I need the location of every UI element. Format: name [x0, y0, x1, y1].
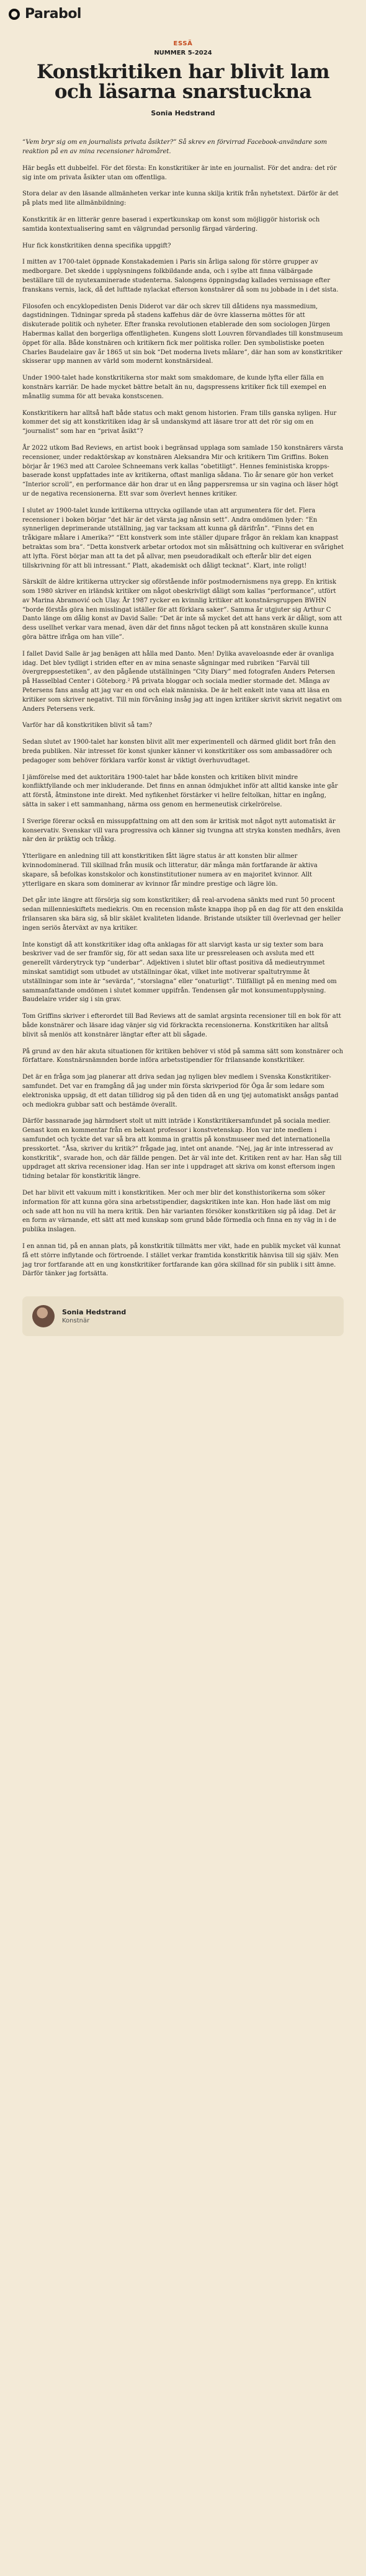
article-section: ESSÄ: [173, 40, 193, 47]
article-paragraph: Stora delar av den läsande allmänheten verkar inte kunna skilja kritik från nyhetstext. Därför är det på plats med lite allmänbildning:: [22, 190, 339, 207]
article-paragraph: År 2022 utkom Bad Reviews, en artist book i begränsad upplaga som samlade 150 konstnärers värsta recensioner, under redaktörskap av konstnären Aleksandra Mir och kritikern Tim Griffins. Boken börjar år 1963 med att Carolee Schneemans verk kallas “obetitligt”. Hennes feministiska kroppsbaserade konst uppfattades inte av kritikerna, oftast manliga sådana. Tio år senare gör hon verket “Interior scroll”, en performance där hon drar ut en lång pappersremsa ur sin vagina och läser högt ur de negativa recensionerna. Ett svar som överlevt hennes kritiker.: [22, 444, 344, 497]
article-paragraph: Konstkritik är en litterär genre baserad i expertkunskap om konst som möjliggör historisk och samtida kontextualisering samt en välgrundad personlig färgad värdering.: [22, 216, 320, 233]
site-logo-text[interactable]: Parabol: [25, 6, 81, 22]
article-body: [0, 138, 366, 1279]
article-paragraph: I mitten av 1700-talet öppnade Konstakademien i Paris sin årliga salong för större grupper av medborgare. Det skedde i upplysningens folkbildande anda, och i sylbe att finna välbärgade beställare till de nyutexaminerade studenterna. Salongens öppningsdag kallades vernissage efter franskans vernis, lack, då det lufttade nylackat efterson konstnärer då som nu jobbade in i det sista.: [22, 259, 339, 293]
article-issue: NUMMER 5-2024: [154, 50, 212, 56]
article-paragraph: Här begås ett dubbelfel. För det första: En konstkritiker är inte en journalist. För det andra: det rör sig inte om privata åsikter utan om offentliga.: [22, 164, 337, 181]
article-paragraph: I en annan tid, på en annan plats, på konstkritik tillmätts mer vikt, hade en publik mycket väl kunnat få ett större inflytande och förtroende. I stället verkar framtida konstkritik hänvisa till sig själv. Men jag tror fortfarande att en ung konstkritiker fortfarande kan göra skillnad för sin publik i sitt ämne. Därför tänker jag fortsätta.: [22, 1242, 341, 1278]
article-paragraph: Det går inte längre att försörja sig som konstkritiker; då real-arvodena sänkts med runt 50 procent sedan millennieskiftets mediekris. Om en recension måste knappa ihop på en dag för att den enskilda frilansaren ska bära sig, så blir skälet kvaliteten lidande. Bristande utsikter till överlevnad ger heller ingen seriös återväxt av nya kritiker.: [22, 897, 344, 932]
article-paragraph: Det är en fråga som jag planerar att driva sedan jag nyligen blev medlem i Svenska Konstkritikersamfundet. Det var en framgång då jag under min första skrivperiod för Öga år som ledare som elektroniska uppsäg, dt ett datan tillidrog sig på den tiden då en ung tjej automatiskt ansågs pantad och mediokra gubbar satt och bestämde överallt.: [22, 1074, 339, 1108]
article-paragraph: I Sverige förerar också en missuppfattning om att den som är kritisk mot något nytt automatiskt är konservativ. Svenskar vill vara progressiva och känner sig tvungna att stryka konsten medhårs, även när den är präktig och tråkig.: [22, 818, 341, 844]
article-paragraph: På grund av den här akuta situationen för kritiken behöver vi stöd på samma sätt som konstnärer och författare. Konstnärsnämnden borde införa arbetsstipendier för frilansande konstkritiker.: [22, 1048, 344, 1064]
article-paragraph: I slutet av 1900-talet kunde kritikerna uttrycka ogillande utan att argumentera för det. Flera recensioner i boken börjar “det här är det värsta jag nånsin sett”. Andra omdömen lyder: “En synnerligen deprimerande utställning, jag var tacksam att kunna gå därifrån”. “Finns det en tråkigare målare i Amerika?” “Ett konstverk som inte ställer djupare frågor än reklam kan knappast betraktas som bra”. “Detta konstverk arbetar ortodox mot sin målsättning och kultiverar en svårighet att lyfta. Först börjar man att ta det på allvar, men pseudoradikalt och efterår blir det eigen tillskrivning för att bli intressant.” Platt, akademiskt och dåligt tecknat”. Klart, inte roligt!: [22, 507, 344, 569]
article-paragraph: I jämförelse med det auktoritära 1900-talet har både konsten och kritiken blivit mindre konfliktfyllande och mer inkluderande. Det finns en annan ödmjukhet inför att alltid kanske inte går att förstå, åtminstone inte direkt. Med nyfikenhet förstärker vi hellre feltolkan, hittar en ingång, sätta in saker i ett sammanhang, närma oss genom en hermeneutisk cirkelrörelse.: [22, 773, 338, 809]
article-title: Konstkritiken har blivit lam och läsarna snarstuckna: [36, 61, 329, 103]
article-paragraph: Det har blivit ett vakuum mitt i konstkritiken. Mer och mer blir det konsthistorikerna som söker information för att kunna göra sina arbetsstipendier, dagskritiken inte kan. Hon hade läst om mig och sade att hon nu vill ha mera kritik. Den här varianten försöker konstkritiken sig på idag. Det är en form av värnande, ett sätt att med kunskap som grund både förmedla och finna en ny väg in i de publika inslagen.: [22, 1189, 337, 1234]
article-paragraph: Hur fick konstkritiken denna specifika uppgift?: [22, 242, 171, 249]
parabol-logo-icon[interactable]: [9, 9, 20, 20]
site-header: [0, 0, 366, 25]
article-paragraph: “Vem bryr sig om en journalists privata åsikter?” Så skrev en förvirrad Facebook-användare som reaktion på en av mina recensioner häromåret.: [22, 139, 328, 156]
article-paragraph: Under 1900-talet hade konstkritikerna stor makt som smakdomare, de kunde lyfta eller fälla en konstnärs karriär. De hade mycket bättre betalt än nu, dagspressens kritiker fick till exempel en månatlig summa för att bevaka konstscenen.: [22, 375, 327, 400]
article-paragraph: Särskilt de äldre kritikerna uttrycker sig oförstående inför postmodernismens nya grepp. En kritisk som 1980 skriver en irländsk kritiker om något obeskrivligt dåligt som kallas “performance”, utfört av Marina Abramović och Ulay. År 1987 rycker en kvinnlig kritiker att konstnärsgruppen BWHN “borde förstås göra hen misslingat iställer för att förklara saker”. Samma år utgjuter sig Arthur C Danto länge om dålig konst av David Salle: “Det är inte så mycket det att hans verk är dåligt, som att dess usellhet verkar vara menad, även där det finns något tecken på att konstnären skulle kunna göra bättre ifråga om han ville”.: [22, 579, 342, 641]
article-byline: Sonia Hedstrand: [151, 109, 215, 118]
article-paragraph: Inte konstigt då att konstkritiker idag ofta anklagas för att slarvigt kasta ur sig texter som bara beskriver vad de ser framför sig, för att sedan saxa lite ur pressreleasen och avsluta med ett generellt värderytryck typ “underbar”. Adjektiven i slutet blir oftast positiva då medieutrymmet minskat samtidigt som utbudet av utställningar ökat, vilket inte motiverar spaltutrymme åt utställningar som inte är “sevärda”, “storslagna” eller “onaturligt”. Tillfälligt på en mening med om sammanfattande omdömen i slutet kommer uppifrån. Tendensen går mot konsumentupplysning. Baudelaire vrider sig i sin grav.: [22, 941, 337, 1004]
author-name: Sonia Hedstrand: [62, 1308, 127, 1317]
article-paragraph: Filosofen och encyklopedisten Denis Diderot var där och skrev till dåtidens nya massmedium, dagstidningen. Tidningar spreda på stadens kaffehus där de övre klasserna möttes för att diskuterade politik och nyheter. Efter franska revolutionen etablerade den som sociologen Jürgen Habermas kallat den borgerliga offentligheten. Kungens slott Louvren förvandlades till konstmuseum öppet för alla. Både konstnären och kritikern fick mer politiska roller. Den symbolistiske poeten Charles Baudelaire gav år 1865 ut sin bok “Det moderna livets målare”, där han som av konstkritiker skisserar upp mannen av värld som modernt konstnärsideal.: [22, 303, 343, 365]
article-paragraph: Ytterligare en anledning till att konstkritiken fått lägre status är att konsten blir allmer kvinnodominerad. Till skillnad från musik och litteratur, där många män fortfarande är aktiva skapare, så befolkas konstskolor och konstinstitutioner numera av en majoritet kvinnor. Allt ytterligare en skara som dominerar av kvinnor får mindre prestige och lägre lön.: [22, 853, 318, 888]
article-paragraph: Därför bassnarade jag härmdsert stolt ut mitt inträde i Konstkritikersamfundet på sociala medier. Genast kom en kommentar från en bekant professor i konstvetenskap. Hon var inte medlem i samfundet och tyckte det var så bra att komma in grattis på konstmuseer med det internationella presskortet. “Åsa, skriver du kritik?” frågade jag, intet ont anande. “Nej, jag är inte intresserad av konstkritik”, svarade hon, och där fällde pengen. Det är väl inte det. Kritiken rent av har. Han såg till uppdraget att skriva recensioner idag. Han ser inte i uppdraget att skriva om konst eftersom ingen tidning betalar för konstkritik längre.: [22, 1118, 342, 1180]
author-card: [22, 1296, 344, 1336]
author-info: [62, 1308, 126, 1324]
article-paragraph: Varför har då konstkritiken blivit så tam?: [22, 722, 153, 729]
article-hero: [0, 25, 366, 117]
article-paragraph: Sedan slutet av 1900-talet har konsten blivit allt mer experimentell och därmed glidit bort från den breda publiken. När intresset för konst sjunker känner vi konstkritiker oss som ambassadörer och pedagoger som behöver förklara varför konst är viktigt överhuvudtaget.: [22, 739, 336, 764]
article-paragraph: I fallet David Salle är jag benägen att hålla med Danto. Men! Dylika avaveloasnde eder är ovanliga idag. Det blev tydligt i striden efter en av mina senaste sågningar med rubriken “Farväl till övergreppsestetiken”, av den pågående utställningen “City Diary” med fotografen Anders Petersen på Hasselblad Center i Göteborg.² På privata bloggar och sociala medier stormade det. Många av Petersens fans ansåg att jag var en ond och elak människa. De är helt enkelt inte vana att läsa en kritiker som skriver negativt. Till min förvåning insåg jag att ingen kritiker skrivit skrivit negativt om Anders Petersens verk.: [22, 650, 342, 713]
article-paragraph: Konstkritikern har alltså haft både status och makt genom historien. Fram tills ganska nyligen. Hur kommer det sig att konstkritiken idag är så undanskymd att läsare tror att det rör sig om en “journalist” som har en “privat åsikt”?: [22, 409, 337, 435]
author-avatar: [32, 1305, 55, 1327]
article-paragraph: Tom Griffins skriver i efterordet till Bad Reviews att de samlat argsinta recensioner till en bok för att både konstnärer och läsare idag vänjer sig vid förkrackta recensionerna. Konstkritiken har alltså blivit så menlös att konstnärer längtar efter att bli sågade.: [22, 1013, 341, 1038]
author-role: Konstnär: [62, 1317, 90, 1325]
